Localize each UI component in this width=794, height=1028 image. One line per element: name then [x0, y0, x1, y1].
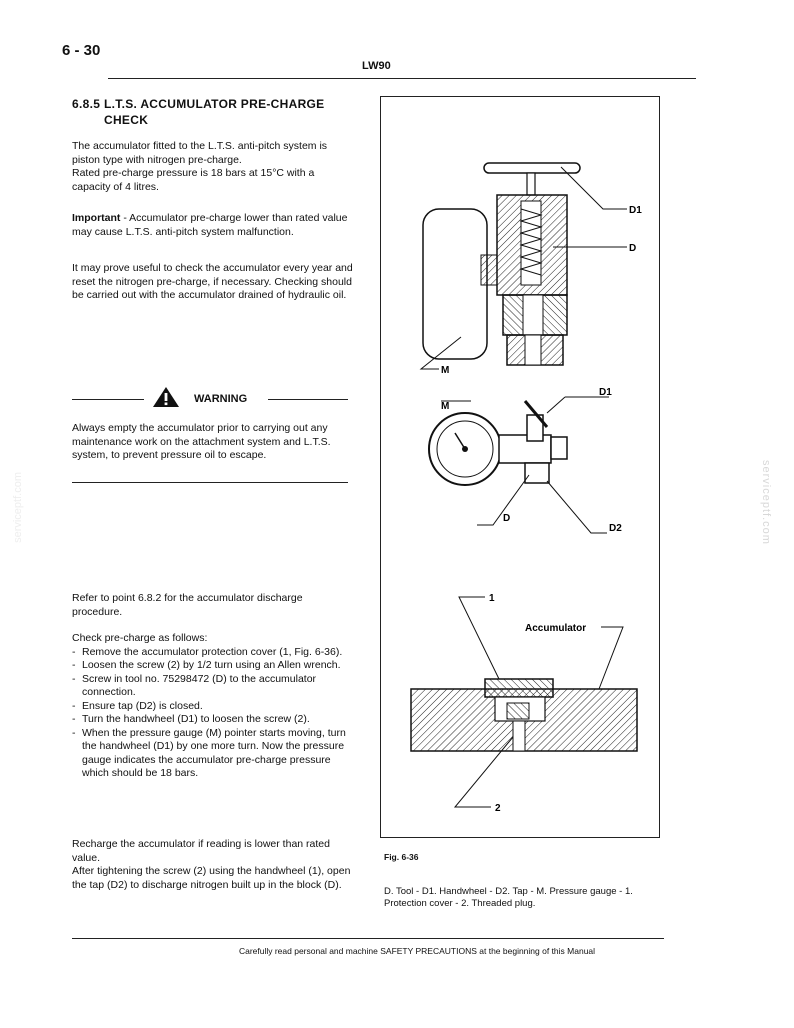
procedure-step: - Ensure tap (D2) is closed.: [72, 700, 354, 714]
footer-text: Carefully read personal and machine SAFETY PRECAUTIONS at the beginning of this Manual: [238, 946, 596, 956]
label-two: 2: [495, 803, 501, 814]
warning-rule-left: [72, 399, 144, 400]
procedure-steps: [72, 646, 354, 781]
intro-paragraph-2: Rated pre-charge pressure is 18 bars at 15°C with a capacity of 4 litres.: [72, 167, 315, 193]
watermark-right: serviceptf.com: [760, 460, 772, 545]
label-d1-mid: D1: [599, 387, 612, 398]
footer-rule: [72, 938, 664, 939]
model-name: LW90: [362, 60, 391, 72]
after-text: After tightening the screw (2) using the handwheel (1), open the tap (D2) to discharge nitrogen built up in the block (D).: [72, 865, 351, 891]
procedure-step: - Screw in tool no. 75298472 (D) to the accumulator connection.: [72, 673, 354, 700]
procedure-steps-block: [72, 632, 354, 781]
label-m-mid: M: [441, 401, 450, 412]
label-d1-top: D1: [629, 205, 642, 216]
tool-section-drawing: [421, 163, 627, 369]
header-rule: [108, 78, 696, 79]
important-label: Important: [72, 212, 121, 224]
intro-paragraph-3-text: It may prove useful to check the accumulator every year and reset the nitrogen pre-charge, if necessary. Checking should be carried out with the accumulator drained of hydraulic oil.: [72, 262, 353, 301]
intro-paragraph-1: The accumulator fitted to the L.T.S. anti-pitch system is piston type with nitrogen pre-charge.: [72, 140, 328, 166]
recharge-block: [72, 838, 354, 892]
label-m-top: M: [441, 365, 450, 376]
section-title-line2: CHECK: [104, 113, 149, 127]
warning-triangle-icon: [152, 386, 180, 408]
warning-label: WARNING: [194, 393, 248, 405]
watermark-left: serviceptf.com: [12, 472, 24, 543]
accumulator-section-drawing: [411, 597, 637, 807]
procedure-step: - Turn the handwheel (D1) to loosen the screw (2).: [72, 713, 354, 727]
tool-perspective-drawing: [429, 397, 609, 533]
section-title: [72, 96, 352, 128]
figure-drawing: [381, 97, 661, 839]
warning-bottom-rule: [72, 482, 348, 483]
footer: [0, 946, 734, 956]
warning-rule-right: [268, 399, 348, 400]
important-text: - Accumulator pre-charge lower than rated value may cause L.T.S. anti-pitch system malfunction.: [72, 212, 348, 238]
procedure-step: - When the pressure gauge (M) pointer starts moving, turn the handwheel (D1) by one more turn. Now the pressure gauge indicates the accumulator pre-charge pressure which should be 18 bars.: [72, 727, 354, 781]
figure-caption: D. Tool - D1. Handwheel - D2. Tap - M. Pressure gauge - 1. Protection cover - 2. Threaded plug.: [384, 886, 633, 909]
intro-block: [72, 140, 354, 194]
warning-text-body: Always empty the accumulator prior to carrying out any maintenance work on the attachment system and L.T.S. system, to prevent pressure oil to escape.: [72, 422, 331, 461]
warning-text: [72, 422, 354, 463]
page-number: 6 - 30: [62, 42, 101, 59]
procedure-reference-text: Refer to point 6.8.2 for the accumulator discharge procedure.: [72, 592, 303, 618]
label-one: 1: [489, 593, 495, 604]
recharge-text: Recharge the accumulator if reading is lower than rated value.: [72, 838, 330, 864]
section-number: 6.8.5: [72, 97, 101, 111]
procedure-step: - Remove the accumulator protection cover (1, Fig. 6-36).: [72, 646, 354, 660]
figure-number: Fig. 6-36: [384, 852, 419, 862]
label-d-top: D: [629, 243, 637, 254]
intro-paragraph-3: [72, 262, 354, 303]
figure-frame: [380, 96, 660, 838]
important-note: [72, 212, 354, 239]
label-d2-mid: D2: [609, 523, 622, 534]
label-accumulator: Accumulator: [525, 623, 587, 634]
section-title-line1: L.T.S. ACCUMULATOR PRE-CHARGE: [104, 97, 325, 111]
procedure-step: - Loosen the screw (2) by 1/2 turn using an Allen wrench.: [72, 659, 354, 673]
label-d-mid: D: [503, 513, 511, 524]
procedure-intro: Check pre-charge as follows:: [72, 632, 208, 644]
warning-header: [72, 386, 348, 408]
procedure-reference: [72, 592, 354, 619]
